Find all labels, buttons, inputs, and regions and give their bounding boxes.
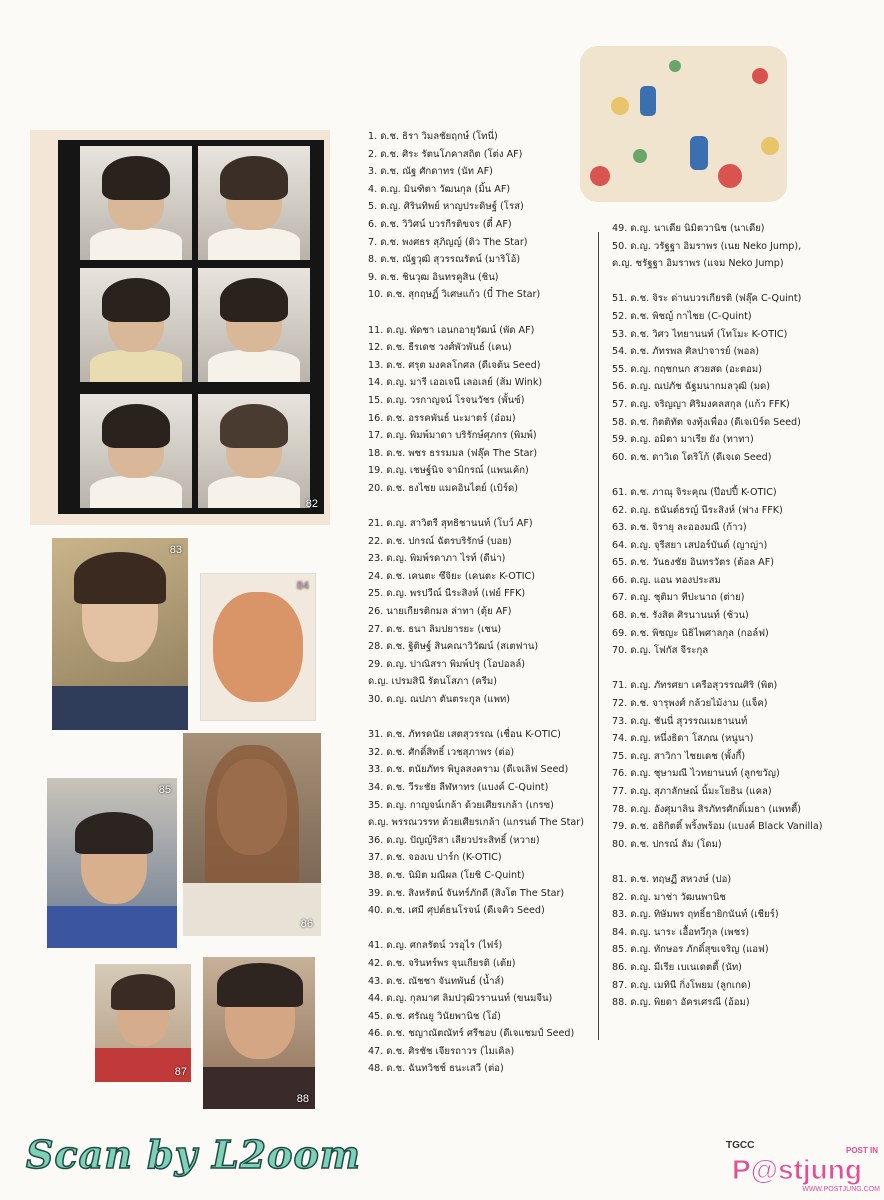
list-item: 50. ด.ญ. วรัฐฐา อิมราพร (เนย Neko Jump),: [612, 240, 802, 252]
list-item: 52. ด.ช. พิชญ์ กาไชย (C-Quint): [612, 310, 752, 322]
list-item: 12. ด.ช. ธีรเดช วงศ์พัวพันธ์ (เคน): [368, 342, 512, 354]
photo-83: [52, 538, 188, 730]
portrait-photo: [198, 146, 310, 260]
list-item: 73. ด.ญ. ชันนี่ สุวรรณเมธานนท์: [612, 715, 748, 727]
list-item: 24. ด.ช. เคนตะ ซึจิยะ (เคนตะ K-OTIC): [368, 570, 535, 582]
watermark-url: WWW.POSTJUNG.COM: [802, 1186, 880, 1193]
portrait-photo: [80, 146, 192, 260]
list-item: 22. ด.ช. ปกรณ์ ฉัตรบริรักษ์ (บอย): [368, 535, 512, 547]
list-item: 18. ด.ช. พชร ธรรมมล (ฟลุ๊ค The Star): [368, 447, 538, 459]
list-item: 34. ด.ช. วีระชัย ลีฬหาทร (แบงค์ C-Quint): [368, 781, 549, 793]
photo-number: 86: [300, 918, 313, 930]
list-item: 62. ด.ญ. ธนันต์ธรญ์ นีระสิงห์ (ฟาง FFK): [612, 504, 783, 516]
list-item: 60. ด.ช. ดาวิเด โดริโก้ (ดีเจเด Seed): [612, 451, 772, 463]
list-item: 33. ด.ช. ตนัยภัทร พิบูลสงคราม (ดีเจเลิฟ Seed): [368, 764, 569, 776]
list-gap: [368, 304, 584, 322]
list-item: 75. ด.ญ. สาวิกา ไชยเดช (พั้งกี้): [612, 750, 746, 762]
list-item: 45. ด.ช. ศรัณยู วินัยพานิช (โอ๋): [368, 1010, 501, 1022]
list-item: 19. ด.ญ. เชษฐ์นิจ จามิกรณ์ (แพนเค้ก): [368, 465, 529, 477]
list-item: 35. ด.ญ. กาญจน์เกล้า ด้วยเศียรเกล้า (เกรซ): [368, 799, 554, 811]
list-item: 69. ด.ช. พิชญะ นิธิไพศาลกุล (กอล์ฟ): [612, 627, 769, 639]
name-list-column-1: [368, 128, 584, 1078]
list-item: 47. ด.ช. ศิรชัช เจียรถาวร (ไมเคิล): [368, 1045, 515, 1057]
list-item: 36. ด.ญ. ปัญญ์ริสา เลียวประสิทธิ์ (หวาย): [368, 834, 540, 846]
list-item: 9. ด.ช. ชินวุฒ อินทรคูสิน (ชิน): [368, 271, 499, 283]
photo-number: 85: [158, 784, 171, 796]
list-gap: [612, 273, 822, 291]
photo-number: 82: [305, 498, 318, 510]
portrait-photo: [80, 394, 192, 508]
list-gap: [368, 497, 584, 515]
list-item: ด.ญ. เปรมสินี รัตนโสภา (ครีม): [368, 676, 497, 688]
list-item: 16. ด.ช. อรรคพันธ์ นะมาตร์ (อ๋อม): [368, 412, 516, 424]
list-item: 66. ด.ญ. แอน ทองประสม: [612, 574, 721, 586]
magazine-code: TGCC: [726, 1140, 755, 1151]
list-item: 10. ด.ช. สุกฤษฏิ์ วิเศษแก้ว (บี๋ The Star): [368, 289, 541, 301]
list-item: 51. ด.ช. จิระ ด่านบวรเกียรติ (ฟลุ๊ค C-Quint): [612, 293, 802, 305]
list-item: 41. ด.ญ. ศกลรัตน์ วรอุไร (ไฟร์): [368, 940, 503, 952]
list-item: 15. ด.ญ. วรกาญจน์ โรจนวัชร (พั้นซ์): [368, 394, 525, 406]
list-item: 83. ด.ญ. ทิษัมพร ฤทธิ์ธายิกนันท์ (เชียร์): [612, 909, 779, 921]
column-divider: [598, 232, 599, 1040]
photo-88: [203, 957, 315, 1109]
list-item: 31. ด.ช. ภัทรดนัย เสตสุวรรณ (เชื่อน K-OTIC): [368, 729, 561, 741]
list-item: 59. ด.ญ. อมิตา มาเรีย ยัง (ทาทา): [612, 434, 754, 446]
list-item: 74. ด.ญ. หนึ่งธิดา โสภณ (หนูนา): [612, 733, 754, 745]
list-item: 80. ด.ช. ปกรณ์ ลัม (โดม): [612, 838, 722, 850]
photo-number: 88: [296, 1093, 309, 1105]
list-item: 14. ด.ญ. มารี เออเจนี เลอเลย์ (ส้ม Wink): [368, 377, 543, 389]
portrait-photo: [198, 394, 310, 508]
list-item: ด.ญ. พรรณวรรท ด้วยเศียรเกล้า (แกรนด์ The Star): [368, 817, 584, 829]
list-item: 49. ด.ญ. นาเดีย นิมิตวานิช (นาเดีย): [612, 223, 765, 234]
watermark-brand: P@stjung: [732, 1154, 862, 1185]
list-item: 86. ด.ญ. มีเรีย เบเนเดตตี้ (นัท): [612, 961, 742, 973]
list-item: 40. ด.ช. เศมี ศุปต์ธนโรจน์ (ดีเจคิว Seed): [368, 905, 545, 917]
list-item: 2. ด.ช. ศิระ รัตนโภคาสถิต (โต่ง AF): [368, 148, 523, 160]
list-item: 17. ด.ญ. พิมพ์มาดา บริรักษ์ศุภกร (พิมพ์): [368, 430, 537, 442]
list-gap: [368, 709, 584, 727]
list-gap: [368, 920, 584, 938]
list-gap: [612, 853, 822, 871]
photo-number: 87: [174, 1066, 187, 1078]
list-item: 76. ด.ญ. ชุษามณี ไวทยานนท์ (ลูกขวัญ): [612, 768, 780, 780]
list-item: 30. ด.ญ. ณปภา ตันตระกูล (แพท): [368, 694, 510, 705]
photo-number: 83: [169, 544, 182, 556]
list-item: 8. ด.ช. ณัฐวุฒิ สุวรรณรัตน์ (มาริโอ้): [368, 254, 521, 266]
list-item: 38. ด.ช. นิมิต มณีผล (โยชิ C-Quint): [368, 869, 525, 881]
list-item: 70. ด.ญ. โฟกัส จีระกุล: [612, 645, 709, 657]
list-item: 21. ด.ญ. สาวิตรี สุทธิชานนท์ (โบว์ AF): [368, 518, 533, 530]
list-item: 68. ด.ช. รังสิต ศิรนานนท์ (ช้วน): [612, 610, 749, 622]
list-item: 5. ด.ญ. ศิรินทิพย์ หาญประดิษฐ์ (โรส): [368, 201, 524, 213]
list-item: 72. ด.ช. จารุพงศ์ กล้วยไม้งาม (แจ็ค): [612, 698, 768, 710]
portrait-grid: [58, 140, 324, 514]
list-item: 20. ด.ช. ธงไชย แมคอินไตย์ (เบิร์ด): [368, 482, 518, 494]
list-item: 64. ด.ญ. จุรีสยา เสปอร์บันด์ (ญาญ่า): [612, 539, 768, 551]
list-item: 58. ด.ช. กิตติทัต จงทุ้งเพื่อง (ดีเจเบิร์ด Seed): [612, 416, 801, 428]
list-item: 61. ด.ช. ภาณุ จิระคุณ (ป๊อปปี้ K-OTIC): [612, 486, 777, 498]
list-item: 82. ด.ญ. มาช่า วัฒนพานิช: [612, 891, 726, 903]
list-item: 65. ด.ช. วันธงชัย อินทรวัตร (ต้อล AF): [612, 557, 774, 569]
list-item: 4. ด.ญ. มินฑิตา วัฒนกุล (มิ้น AF): [368, 183, 511, 195]
list-item: 79. ด.ช. อธิกิตติ์ พริ้งพร้อม (แบงค์ Black Vanilla): [612, 821, 823, 833]
list-item: 53. ด.ช. วิศว ไทยานนท์ (โทโมะ K-OTIC): [612, 328, 788, 340]
list-item: 81. ด.ช. ทฤษฏี สหวงษ์ (ปอ): [612, 873, 732, 885]
list-item: 25. ด.ญ. พรปวีณ์ นีระสิงห์ (เฟย์ FFK): [368, 588, 526, 600]
photo-86: [183, 733, 321, 936]
list-item: 6. ด.ช. วิวิศน์ บวรกีรติขจร (ตี๋ AF): [368, 218, 512, 230]
list-item: 28. ด.ช. ฐิติษฐ์ สินคณาวิวัฒน์ (สเตฟาน): [368, 641, 539, 653]
list-item: 29. ด.ญ. ปาณิสรา พิมพ์ปรุ (โอปอลล์): [368, 658, 525, 670]
list-item: 88. ด.ญ. พิยดา อัครเศรณี (อ้อม): [612, 997, 750, 1009]
postjung-watermark: [732, 1146, 882, 1196]
list-item: 87. ด.ญ. เมทินี กิ่งโพยม (ลูกเกด): [612, 979, 751, 991]
list-item: 63. ด.ช. จิรายุ ละอองมณี (ก้าว): [612, 522, 747, 534]
photo-number: 84: [296, 580, 309, 592]
list-item: 46. ด.ช. ชญาณัตณัทร์ ศรีชอบ (ดีเจแชมป์ Seed): [368, 1028, 575, 1040]
name-list-column-2: [612, 220, 822, 1012]
photo-87: [95, 964, 191, 1082]
list-item: 67. ด.ญ. ชุติมา ทีปะนาถ (ต่าย): [612, 592, 745, 604]
list-item: 85. ด.ญ. ทักษอร ภักดิ์สุขเจริญ (แอฟ): [612, 944, 769, 956]
list-item: 55. ด.ญ. กฤชกนก สวยสด (อะตอม): [612, 363, 762, 375]
portrait-photo: [80, 268, 192, 382]
photo-85: [47, 778, 177, 948]
list-item: 11. ด.ญ. พัดชา เอนกอายุวัฒน์ (พัด AF): [368, 324, 535, 336]
list-item: 54. ด.ช. ภัทรพล ศิลปาจารย์ (พอล): [612, 346, 759, 358]
list-item: 57. ด.ญ. จริญญา ศิริมงคลสกุล (แก้ว FFK): [612, 398, 790, 410]
list-item: 77. ด.ญ. สุภาลักษณ์ นิ้มะโยธิน (แคล): [612, 786, 772, 797]
list-item: 3. ด.ช. ณัฐ ศักดาทร (นัท AF): [368, 166, 493, 178]
watermark-top-text: POST IN: [845, 1146, 878, 1155]
list-gap: [612, 466, 822, 484]
list-item: 27. ด.ช. ธนา ลิมปยารยะ (เชน): [368, 623, 502, 635]
list-gap: [612, 660, 822, 678]
scan-credit-logo: Scan by L2oom: [26, 1132, 361, 1177]
list-item: 39. ด.ช. สิงหรัตน์ จันทร์ภักดี (สิงโต The Star): [368, 887, 565, 899]
list-item: 7. ด.ช. พงศธร สุภิญญ์ (ดิว The Star): [368, 236, 528, 248]
list-item: 13. ด.ช. ศรุต มงคลโกศล (ดีเจต้น Seed): [368, 359, 541, 371]
photo-84: [200, 573, 316, 721]
list-item: 43. ด.ช. ณัชชา จันทพันธ์ (น้ำส์): [368, 975, 505, 987]
list-item: 78. ด.ญ. อังศุมาลิน สิรภัทรศักดิ์เมธา (แพทตี้): [612, 803, 801, 815]
list-item: 37. ด.ช. จองเบ ปาร์ก (K-OTIC): [368, 852, 502, 864]
list-item: 44. ด.ญ. กุลมาศ ลิมปวุฒิวรานนท์ (ขนมจีน): [368, 993, 553, 1005]
list-item: 84. ด.ญ. นาระ เอื้อทวีกุล (เพชร): [612, 926, 750, 938]
list-item: 71. ด.ญ. ภัทรศยา เครือสุวรรณศิริ (พิต): [612, 680, 778, 692]
portrait-photo: [198, 268, 310, 382]
decorative-fabric-sticker: [580, 46, 787, 202]
list-item: 1. ด.ช. ธิรา วิมลชัยฤกษ์ (โทนี่): [368, 131, 498, 142]
list-item: 26. นายเกียรติกมล ล่าทา (ตุ้ย AF): [368, 606, 512, 618]
list-item: 32. ด.ช. ศักดิ์สิทธิ์ เวชสุภาพร (ต่อ): [368, 746, 515, 758]
list-item: 42. ด.ช. จรินทร์พร จุนเกียรติ (เต้ย): [368, 957, 516, 969]
list-item: ด.ญ. ชรัฐฐา อิมราพร (แจม Neko Jump): [612, 258, 784, 270]
list-item: 56. ด.ญ. ณปภัช ฉัฐมนากมลวุฒิ (มด): [612, 381, 770, 393]
list-item: 48. ด.ช. ฉันทวิชช์ ธนะเสวี (ต่อ): [368, 1063, 504, 1075]
list-item: 23. ด.ญ. พิมพ์รดาภา ไรท์ (ดีน่า): [368, 553, 506, 565]
